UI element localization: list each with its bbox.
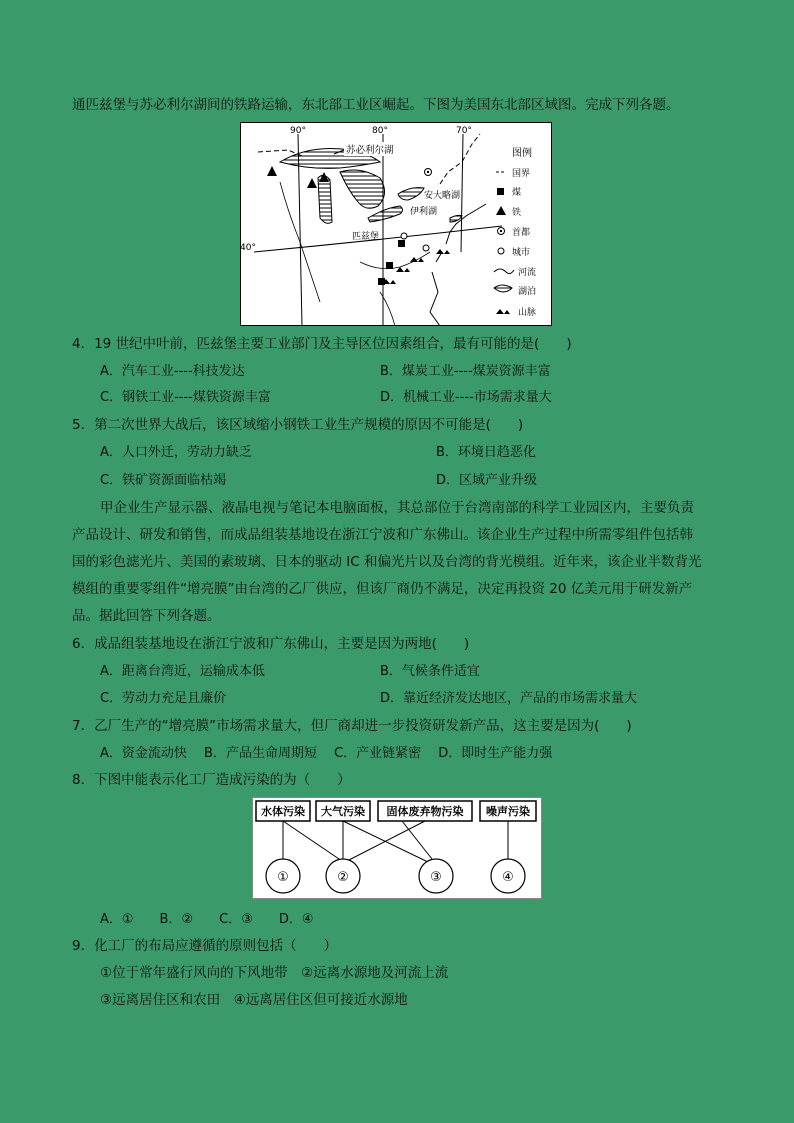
passage-line-1: 甲企业生产显示器、液晶电视与笔记本电脑面板，其总部位于台湾南部的科学工业园区内，主要负责	[100, 500, 694, 516]
q4-stem: 4．19 世纪中叶前，匹兹堡主要工业部门及主导区位因素组合，最有可能的是( )	[72, 336, 572, 352]
legend-title: 图例	[512, 148, 532, 159]
q4-option-b: B．煤炭工业----煤炭资源丰富	[380, 364, 551, 379]
pollution-diagram	[252, 797, 542, 899]
lat-40-label: 40°	[240, 243, 256, 253]
q7-options: A．资金流动快 B．产品生命周期短 C．产业链紧密 D．即时生产能力强	[100, 746, 553, 761]
box-air-pollution: 大气污染	[321, 805, 365, 818]
passage-line-3: 国的彩色滤光片、美国的素玻璃、日本的驱动 IC 和偏光片以及台湾的背光模组。近年来，该企业半数背光	[72, 554, 702, 570]
q6-option-b: B．气候条件适宜	[380, 664, 480, 679]
lake-superior-label: 苏必利尔湖	[346, 145, 394, 156]
legend-border: 国界	[512, 169, 531, 179]
q5-option-a: A．人口外迁，劳动力缺乏	[100, 445, 252, 460]
legend-iron: 铁	[512, 208, 522, 218]
us-northeast-map	[240, 122, 552, 326]
circle-3: ③	[430, 870, 442, 885]
legend-capital: 首都	[512, 228, 531, 238]
q4-option-c: C．钢铁工业----煤铁资源丰富	[100, 390, 271, 405]
intro-text: 通匹兹堡与苏必利尔湖间的铁路运输，东北部工业区崛起。下图为美国东北部区域图。完成下列各题。	[72, 97, 680, 113]
q6-option-c: C．劳动力充足且廉价	[100, 691, 227, 706]
q8-stem: 8．下图中能表示化工厂造成污染的为（ ）	[72, 772, 351, 788]
lake-ontario-label: 安大略湖	[424, 191, 461, 201]
circle-2: ②	[337, 870, 349, 885]
lon-90-label: 90°	[290, 126, 306, 136]
q4-option-a: A．汽车工业----科技发达	[100, 364, 245, 379]
q6-stem: 6．成品组装基地设在浙江宁波和广东佛山，主要是因为两地( )	[72, 636, 470, 652]
circle-1: ①	[277, 870, 289, 885]
q4-option-d: D．机械工业----市场需求量大	[380, 390, 552, 405]
q8-options: A．① B．② C．③ D．④	[100, 912, 314, 927]
box-noise-pollution: 噪声污染	[486, 805, 530, 818]
legend-city: 城市	[512, 248, 531, 258]
pittsburgh-label: 匹兹堡	[352, 232, 380, 242]
passage-line-5: 品。据此回答下列各题。	[72, 608, 221, 624]
box-solid-waste-pollution: 固体废弃物污染	[386, 805, 464, 818]
q5-option-d: D．区域产业升级	[436, 473, 538, 488]
q9-line-1: ①位于常年盛行风向的下风地带 ②远离水源地及河流上流	[100, 965, 449, 981]
circle-4: ④	[502, 870, 514, 885]
lon-70-label: 70°	[456, 126, 472, 136]
legend-river: 河流	[518, 268, 537, 278]
legend-lake: 湖泊	[518, 287, 537, 297]
q6-option-a: A．距离台湾近，运输成本低	[100, 664, 265, 679]
q5-stem: 5．第二次世界大战后，该区域缩小钢铁工业生产规模的原因不可能是( )	[72, 417, 524, 433]
passage-line-4: 模组的重要零组件“增亮膜”由台湾的乙厂供应，但该厂商仍不满足，决定再投资 20 亿美元用于研发新产	[72, 581, 693, 597]
q5-option-c: C．铁矿资源面临枯竭	[100, 473, 227, 488]
passage-line-2: 产品设计、研发和销售，而成品组装基地设在浙江宁波和广东佛山。该企业生产过程中所需零组件包括韩	[72, 527, 693, 543]
legend-mountain: 山脉	[518, 308, 537, 318]
q7-stem: 7．乙厂生产的“增亮膜”市场需求量大，但厂商却进一步投资研发新产品，这主要是因为( )	[72, 718, 632, 734]
q9-stem: 9．化工厂的布局应遵循的原则包括（ ）	[72, 938, 338, 954]
lake-erie-label: 伊利湖	[410, 207, 438, 217]
q5-option-b: B．环境日趋恶化	[436, 445, 536, 460]
q6-option-d: D．靠近经济发达地区，产品的市场需求量大	[380, 691, 638, 706]
q9-line-2: ③远离居住区和农田 ④远离居住区但可接近水源地	[100, 992, 408, 1008]
box-water-pollution: 水体污染	[261, 805, 305, 818]
legend-coal: 煤	[512, 188, 522, 198]
lon-80-label: 80°	[372, 126, 388, 136]
